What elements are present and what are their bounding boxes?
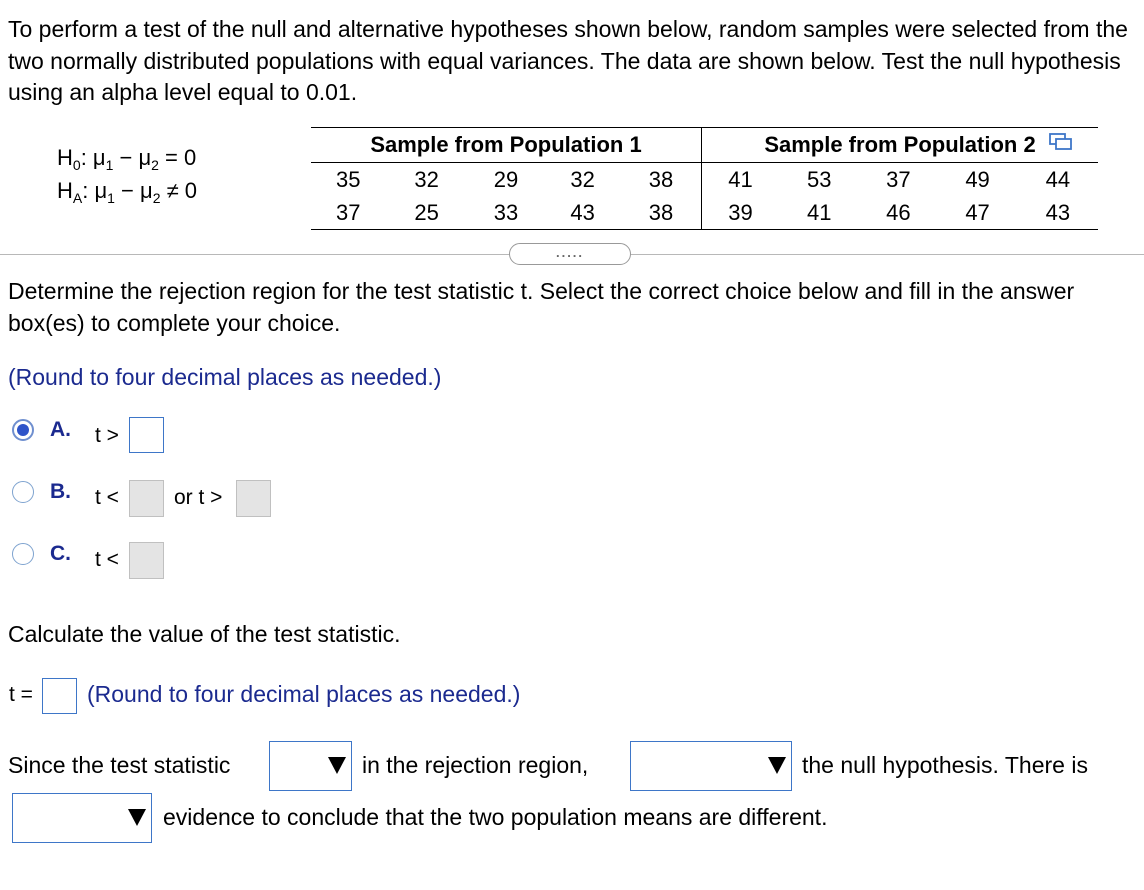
table-cell: 43 xyxy=(544,196,621,230)
table-cell: 44 xyxy=(1045,166,1071,192)
problem-intro: To perform a test of the null and alternative hypotheses shown below, random samples were selected from the two normally distributed populations with equal variances. The data are shown below. Test the null hypothesis using an alpha level equal to 0.01. xyxy=(8,16,1128,105)
option-b-letter: B. xyxy=(50,480,71,503)
option-b-upper-box[interactable] xyxy=(236,480,271,517)
option-b-radio[interactable] xyxy=(12,481,34,503)
conclusion-text-4: evidence to conclude that the two population means are different. xyxy=(163,804,828,830)
table-cell: 25 xyxy=(386,196,468,230)
expand-more-button[interactable]: ..... xyxy=(509,243,631,265)
table-cell: 41 xyxy=(779,196,859,230)
rejection-region-question: Determine the rejection region for the test statistic t. Select the correct choice below and fill in the answer box(es) to complete your choice. xyxy=(8,278,1075,336)
conclusion-text-2: in the rejection region, xyxy=(362,752,589,778)
null-hypothesis: $H_0$: $\mu_1 - \mu_2 = 0$ xyxy=(57,145,197,173)
table-cell: 29 xyxy=(493,166,519,192)
chevron-down-icon xyxy=(128,809,146,826)
table-cell: 41 xyxy=(702,163,780,197)
table-cell: 32 xyxy=(414,166,439,192)
conclusion-text-3: the null hypothesis. There is xyxy=(802,752,1088,778)
rounding-instruction-2: (Round to four decimal places as needed.) xyxy=(87,681,521,707)
table-cell: 33 xyxy=(468,196,545,230)
option-c-radio[interactable] xyxy=(12,543,34,565)
t-value-answer-box[interactable] xyxy=(42,678,77,714)
table-cell: 46 xyxy=(859,196,937,230)
population-2-header: Sample from Population 2 xyxy=(702,128,1099,163)
table-cell: 43 xyxy=(1018,196,1098,230)
alternative-hypothesis: $H_A$: $\mu_1 - \mu_2 \ne 0$ xyxy=(57,178,198,206)
test-statistic-region-dropdown[interactable] xyxy=(269,741,352,791)
sample-data-table xyxy=(311,127,1098,230)
table-cell: 53 xyxy=(806,166,832,192)
population-1-header: Sample from Population 1 xyxy=(311,128,702,163)
rounding-instruction: (Round to four decimal places as needed.) xyxy=(8,364,442,390)
evidence-level-dropdown[interactable] xyxy=(12,793,152,843)
table-cell: 49 xyxy=(965,166,990,192)
table-cell: 38 xyxy=(648,166,674,192)
option-b-or-label: or t > xyxy=(174,486,223,509)
table-cell: 37 xyxy=(886,166,911,192)
copy-data-icon[interactable] xyxy=(1048,131,1074,153)
table-cell: 32 xyxy=(570,166,595,192)
table-cell: 35 xyxy=(336,166,361,192)
chevron-down-icon xyxy=(768,757,786,774)
option-a-label: t > xyxy=(95,424,119,447)
table-cell: 39 xyxy=(702,196,780,230)
option-c-answer-box[interactable] xyxy=(129,542,164,579)
option-c-letter: C. xyxy=(50,542,71,565)
table-cell: 37 xyxy=(311,196,386,230)
option-b-lower-box[interactable] xyxy=(129,480,164,517)
option-a-radio[interactable] xyxy=(12,419,34,441)
test-statistic-question: Calculate the value of the test statistic. xyxy=(8,621,401,647)
conclusion-text-1: Since the test statistic xyxy=(8,752,231,778)
table-cell: 38 xyxy=(621,196,701,230)
chevron-down-icon xyxy=(328,757,346,774)
t-value-label: t = xyxy=(9,683,33,706)
null-hypothesis-decision-dropdown[interactable] xyxy=(630,741,792,791)
option-c-label: t < xyxy=(95,548,119,571)
table-cell: 47 xyxy=(937,196,1017,230)
option-b-label: t < xyxy=(95,486,119,509)
option-a-answer-box[interactable] xyxy=(129,417,164,453)
option-a-letter: A. xyxy=(50,418,71,441)
